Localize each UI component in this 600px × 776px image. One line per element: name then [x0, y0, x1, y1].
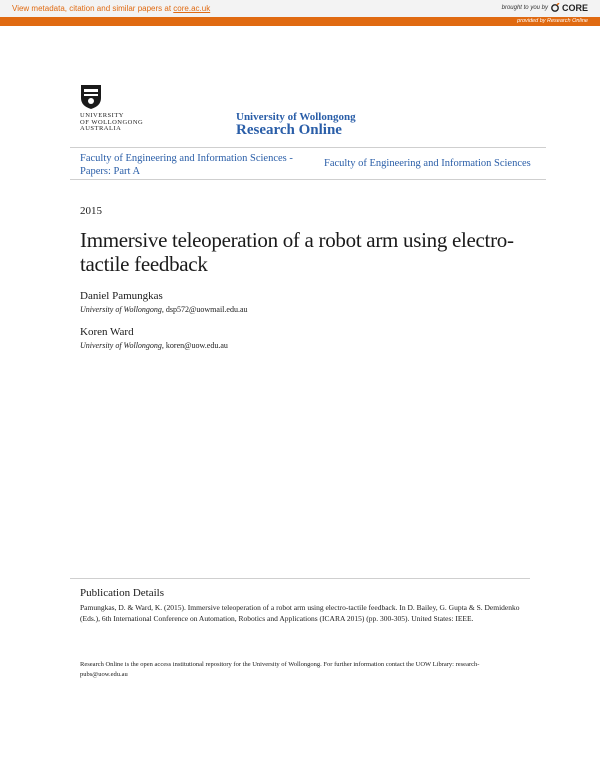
author-affiliation-text: University of Wollongong: [80, 305, 162, 314]
faculty-nav: [70, 147, 546, 180]
repository-note: Research Online is the open access institutional repository for the University of Wollongong. For further information contact the UOW Library: research-pubs@uow.edu.au: [80, 661, 480, 678]
core-logo-icon: [550, 3, 560, 13]
university-crest-icon: [80, 84, 102, 110]
provided-by-text: provided by Research Online: [517, 18, 588, 24]
metadata-text: View metadata, citation and similar papers at core.ac.uk: [12, 4, 211, 13]
brought-by-text: brought to you by: [501, 5, 548, 11]
publication-year: 2015: [80, 205, 102, 217]
publication-details-text: Pamungkas, D. & Ward, K. (2015). Immersive teleoperation of a robot arm using electro-tactile feedback. In D. Bailey, G. Gupta & S. Demidenko (Eds.), 6th International Conference on Automation, Robotics and Applications (ICARA 2015) (pp. 300-305). United States: IEEE.: [80, 603, 520, 623]
author-affiliation: University of Wollongong, koren@uow.edu.au: [80, 341, 228, 350]
author-affiliation-text: University of Wollongong: [80, 341, 162, 350]
author-name: Daniel Pamungkas: [80, 290, 163, 302]
publication-details-heading: Publication Details: [80, 587, 165, 599]
university-name[interactable]: University of Wollongong: [236, 111, 356, 123]
provided-by-bar: [0, 17, 600, 26]
author-email[interactable]: koren@uow.edu.au: [165, 341, 228, 350]
crest-line: AUSTRALIA: [80, 125, 122, 132]
author-affiliation: University of Wollongong, dsp572@uowmail.edu.au: [80, 305, 248, 314]
paper-title: Immersive teleoperation of a robot arm using electro-tactile feedback: [80, 228, 514, 276]
faculty-papers-link[interactable]: Faculty of Engineering and Information Sciences - Papers: Part A: [80, 153, 293, 177]
author-email[interactable]: dsp572@uowmail.edu.au: [165, 305, 248, 314]
author-name: Koren Ward: [80, 326, 134, 338]
crest-line: OF WOLLONGONG: [80, 118, 144, 126]
core-link[interactable]: core.ac.uk: [173, 4, 211, 13]
crest-line: UNIVERSITY: [80, 112, 124, 119]
faculty-link[interactable]: Faculty of Engineering and Information Sciences: [324, 158, 531, 169]
repository-name[interactable]: Research Online: [236, 122, 342, 138]
core-label: CORE: [561, 3, 588, 13]
core-top-bar: [0, 0, 600, 18]
core-logo[interactable]: [550, 2, 588, 14]
crest-text: [80, 113, 143, 133]
divider: [70, 578, 530, 579]
